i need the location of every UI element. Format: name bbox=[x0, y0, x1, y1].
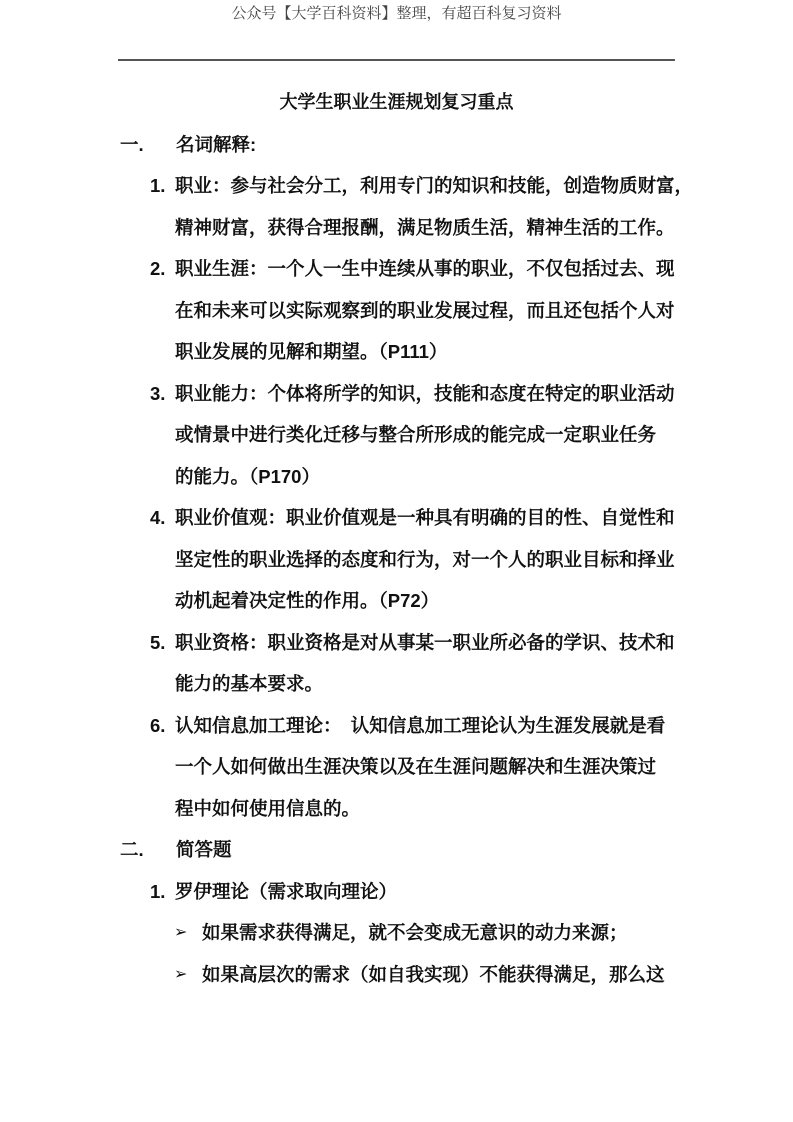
list-item bbox=[0, 497, 793, 539]
item-text: 罗伊理论（需求取向理论） bbox=[175, 880, 398, 902]
list-item-continuation bbox=[0, 788, 793, 830]
list-item bbox=[0, 705, 793, 747]
section-number: 一. bbox=[120, 133, 144, 155]
item-text: 或情景中进行类化迁移与整合所形成的能完成一定职业任务 bbox=[175, 424, 657, 445]
item-text: 职业能力：个体将所学的知识，技能和态度在特定的职业活动 bbox=[175, 382, 675, 404]
item-number: 5. bbox=[150, 631, 166, 653]
item-number: 1. bbox=[150, 175, 166, 196]
list-item bbox=[0, 248, 793, 290]
list-item-continuation bbox=[0, 580, 793, 622]
list-item-continuation bbox=[0, 207, 793, 249]
section-label: 简答题 bbox=[176, 839, 232, 860]
item-text: 一个人如何做出生涯决策以及在生涯问题解决和生涯决策过 bbox=[175, 756, 657, 777]
page-header: 公众号【大学百科资料】整理，有超百科复习资料 bbox=[231, 6, 562, 22]
list-item bbox=[0, 373, 793, 415]
item-number: 6. bbox=[150, 714, 166, 736]
list-item-continuation bbox=[0, 663, 793, 705]
list-item bbox=[0, 165, 793, 207]
item-text: 在和未来可以实际观察到的职业发展过程，而且还包括个人对 bbox=[175, 299, 675, 321]
bullet-item bbox=[0, 954, 793, 996]
item-text: 认知信息加工理论： 认知信息加工理论认为生涯发展就是看 bbox=[175, 714, 666, 736]
item-text: 精神财富，获得合理报酬，满足物质生活，精神生活的工作。 bbox=[175, 216, 675, 238]
list-item bbox=[0, 871, 793, 913]
section-heading-2 bbox=[0, 829, 793, 871]
section-heading-1 bbox=[0, 124, 793, 166]
bullet-text: 如果需求获得满足，就不会变成无意识的动力来源； bbox=[202, 922, 628, 943]
item-text: 坚定性的职业选择的态度和行为，对一个人的职业目标和择业 bbox=[175, 548, 675, 570]
list-item-continuation bbox=[0, 331, 793, 373]
document-body bbox=[0, 82, 793, 995]
list-item-continuation bbox=[0, 456, 793, 498]
arrow-bullet-icon: ➢ bbox=[174, 965, 188, 983]
item-text: 程中如何使用信息的。 bbox=[175, 797, 361, 819]
item-text: 职业资格：职业资格是对从事某一职业所必备的学识、技术和 bbox=[175, 631, 675, 653]
item-text: 能力的基本要求。 bbox=[175, 673, 324, 694]
bullet-item bbox=[0, 912, 793, 954]
item-text: 职业发展的见解和期望。（P111） bbox=[175, 341, 448, 362]
item-number: 1. bbox=[150, 880, 166, 902]
header-divider bbox=[118, 59, 675, 61]
list-item-continuation bbox=[0, 290, 793, 332]
item-text: 职业生涯：一个人一生中连续从事的职业，不仅包括过去、现 bbox=[175, 258, 675, 279]
document-title: 大学生职业生涯规划复习重点 bbox=[279, 92, 514, 112]
section-number: 二. bbox=[120, 839, 144, 860]
item-number: 4. bbox=[150, 507, 166, 528]
item-text: 的能力。（P170） bbox=[175, 465, 320, 487]
list-item bbox=[0, 622, 793, 664]
item-number: 3. bbox=[150, 382, 166, 404]
item-text: 职业价值观：职业价值观是一种具有明确的目的性、自觉性和 bbox=[175, 507, 675, 528]
list-item-continuation bbox=[0, 746, 793, 788]
item-text: 动机起着决定性的作用。（P72） bbox=[175, 590, 440, 611]
section-label: 名词解释: bbox=[176, 133, 257, 155]
bullet-text: 如果高层次的需求（如自我实现）不能获得满足，那么这 bbox=[202, 963, 665, 985]
list-item-continuation bbox=[0, 539, 793, 581]
arrow-bullet-icon: ➢ bbox=[174, 924, 188, 941]
item-text: 职业：参与社会分工，利用专门的知识和技能，创造物质财富， bbox=[175, 175, 694, 196]
list-item-continuation bbox=[0, 414, 793, 456]
item-number: 2. bbox=[150, 258, 166, 279]
